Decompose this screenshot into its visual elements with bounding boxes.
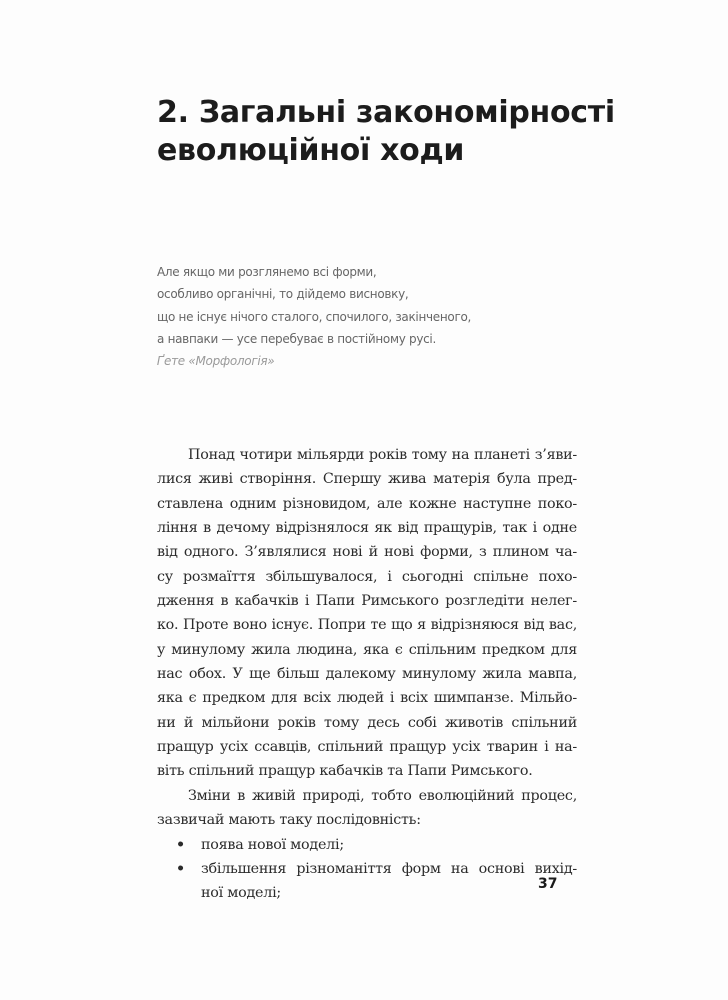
- epigraph-line: Але якщо ми розглянемо всі форми,: [157, 265, 377, 279]
- text-line: су розмаїття збільшувалося, і сьогодні спільне похо-: [157, 568, 577, 585]
- list-item: [157, 857, 577, 906]
- chapter-title-line: 2. Загальні закономірності: [157, 95, 615, 130]
- body-text: [157, 443, 577, 906]
- paragraph-1: [157, 443, 577, 784]
- epigraph-line: а навпаки — усе перебуває в постійному русі.: [157, 331, 436, 346]
- text-line: ко. Проте воно існує. Попри те що я відрізняюся від вас,: [157, 617, 577, 634]
- text-line: у минулому жила людина, яка є спільним предком для: [157, 641, 577, 658]
- text-line: нас обох. У ще більш далекому минулому жила мавпа,: [157, 666, 577, 683]
- text-line: ставлена одним різновидом, але кожне наступне поко-: [157, 495, 577, 512]
- chapter-title: [157, 94, 615, 170]
- text-line: ління в дечому відрізнялося як від пращурів, так і одне: [157, 520, 577, 537]
- paragraph-2: [157, 784, 577, 833]
- epigraph-line: що не існує нічого сталого, спочилого, закінченого,: [157, 309, 472, 324]
- list-item-text: збільшення різноманіття форм на основі вихід-: [201, 860, 577, 877]
- list-item-first-line: [157, 857, 577, 881]
- page-number: 37: [538, 876, 558, 892]
- bullet-icon: •: [176, 860, 185, 877]
- bullet-icon: •: [176, 836, 185, 853]
- chapter-title-line: еволюційної ходи: [157, 133, 465, 168]
- list-item-text: поява нової моделі;: [201, 836, 344, 853]
- text-line: яка є предком для всіх людей і всіх шимпанзе. Мільйо-: [157, 690, 577, 707]
- text-line: дження в кабачків і Папи Римського розгледіти нелег-: [157, 593, 577, 610]
- text-line: пращур усіх ссавців, спільний пращур усіх тварин і на-: [157, 739, 577, 756]
- text-line: лися живі створіння. Спершу жива матерія була пред-: [157, 471, 577, 488]
- list-item-continuation: ної моделі;: [201, 885, 281, 902]
- text-line: ни й мільйони років тому десь собі животів спільний: [157, 714, 577, 731]
- bullet-list: [157, 833, 577, 906]
- text-line: від одного. З’являлися нові й нові форми, з плином ча-: [157, 544, 577, 561]
- epigraph-attribution: Ґете «Морфологія»: [157, 354, 275, 369]
- text-line: віть спільний пращур кабачків та Папи Римського.: [157, 763, 533, 780]
- text-line: зазвичай мають таку послідовність:: [157, 812, 421, 829]
- list-item: [157, 833, 577, 857]
- epigraph: [157, 261, 487, 372]
- text-line: Понад чотири мільярди років тому на планеті з’яви-: [188, 447, 577, 463]
- epigraph-line: особливо органічні, то дійдемо висновку,: [157, 287, 409, 302]
- text-line: Зміни в живій природі, тобто еволюційний процес,: [188, 787, 577, 804]
